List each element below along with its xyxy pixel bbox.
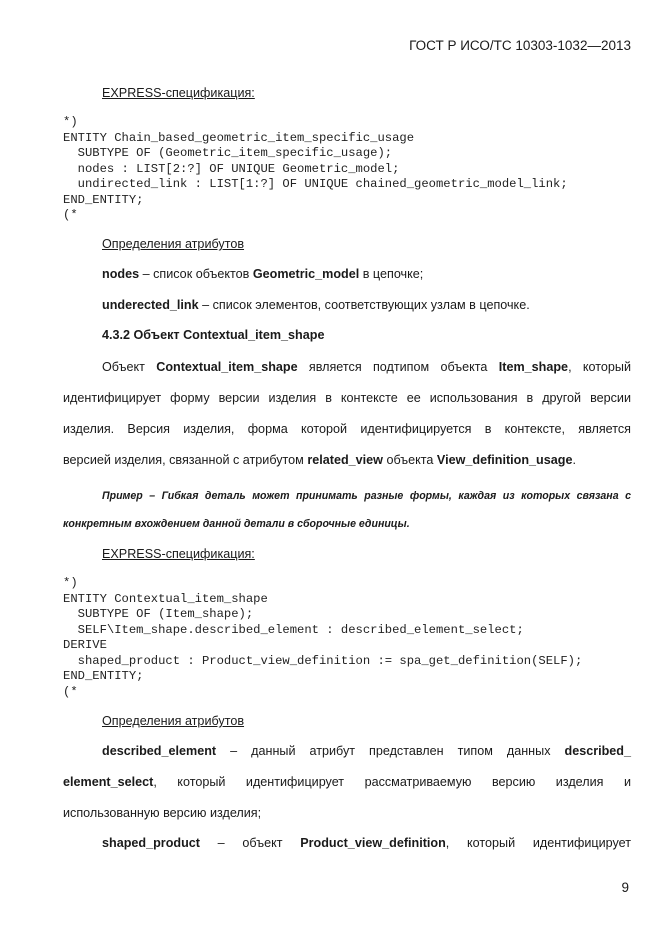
example-note <box>63 489 631 532</box>
paragraph-line <box>63 744 631 759</box>
paragraph-line <box>63 453 631 468</box>
paragraph-line: идентифицирует форму версии изделия в контексте ее использования в другой версии <box>63 391 631 405</box>
entity-reference: View_definition_usage <box>436 453 573 467</box>
attribute-definition-underected-link <box>102 298 530 312</box>
attribute-definitions-heading: Определения атрибутов <box>102 714 245 728</box>
express-spec-heading: EXPRESS-спецификация: <box>102 86 255 100</box>
attribute-term: nodes <box>102 267 140 281</box>
attribute-definition-nodes <box>102 267 423 281</box>
text-run: является подтипом объекта <box>297 360 499 374</box>
paragraph-line: использованную версию изделия; <box>63 806 262 820</box>
text-run: версией изделия, связанной с атрибутом <box>63 453 308 467</box>
text-run: Объект <box>102 360 157 374</box>
entity-reference: Geometric_model <box>252 267 360 281</box>
express-spec-heading: EXPRESS-спецификация: <box>102 547 255 561</box>
attribute-definition-shaped-product <box>63 836 631 851</box>
attribute-reference: related_view <box>307 453 383 467</box>
attribute-text: – список объектов <box>139 267 253 281</box>
attribute-term: described_element <box>102 744 217 758</box>
attribute-text: в цепочке; <box>359 267 424 281</box>
page-number: 9 <box>621 880 629 895</box>
attribute-definition-described-element <box>63 744 631 821</box>
paragraph-line <box>63 775 631 790</box>
text-run: , который идентифицирует рассматриваемую версию изделия и <box>153 775 631 789</box>
text-run: . <box>572 453 576 467</box>
example-line: Пример – Гибкая деталь может принимать разные формы, каждая из которых связана с <box>102 490 631 502</box>
entity-reference: Item_shape <box>498 360 569 374</box>
type-reference: described_ <box>564 744 631 758</box>
attribute-text: – список элементов, соответствующих узлам в цепочке. <box>198 298 530 312</box>
example-line: конкретным вхождением данной детали в сборочные единицы. <box>63 518 410 530</box>
text-run: , который идентифицирует <box>445 836 631 850</box>
paragraph-line <box>63 360 631 375</box>
body-paragraph <box>63 360 631 468</box>
text-run: – объект <box>199 836 301 850</box>
attribute-term: underected_link <box>102 298 199 312</box>
text-run: объекта <box>382 453 437 467</box>
text-run: – данный атрибут представлен типом данных <box>216 744 565 758</box>
type-reference: element_select <box>63 775 154 789</box>
entity-reference: Contextual_item_shape <box>156 360 298 374</box>
text-run: , который <box>568 360 631 374</box>
paragraph-line <box>63 836 631 851</box>
entity-reference: Product_view_definition <box>300 836 446 850</box>
express-code-block: *) ENTITY Chain_based_geometric_item_specific_usage SUBTYPE OF (Geometric_item_specific_usage); nodes : LIST[2:?] OF UNIQUE Geometric_model; undirected_link : LIST[1:?] OF UNIQUE chained_geometric_model_link; END_ENTITY; (* <box>63 115 568 222</box>
paragraph-line: изделия. Версия изделия, форма которой идентифицируется в контексте, является <box>63 422 631 436</box>
express-code-block: *) ENTITY Contextual_item_shape SUBTYPE OF (Item_shape); SELF\Item_shape.described_element : described_element_select; DERIVE shaped_product : Product_view_definition := spa_get_definition(SELF); END_ENTITY; (* <box>63 576 583 699</box>
section-heading: 4.3.2 Объект Contextual_item_shape <box>102 328 325 342</box>
attribute-definitions-heading: Определения атрибутов <box>102 237 245 251</box>
attribute-term: shaped_product <box>102 836 200 850</box>
document-header: ГОСТ Р ИСО/ТС 10303-1032—2013 <box>409 38 631 53</box>
